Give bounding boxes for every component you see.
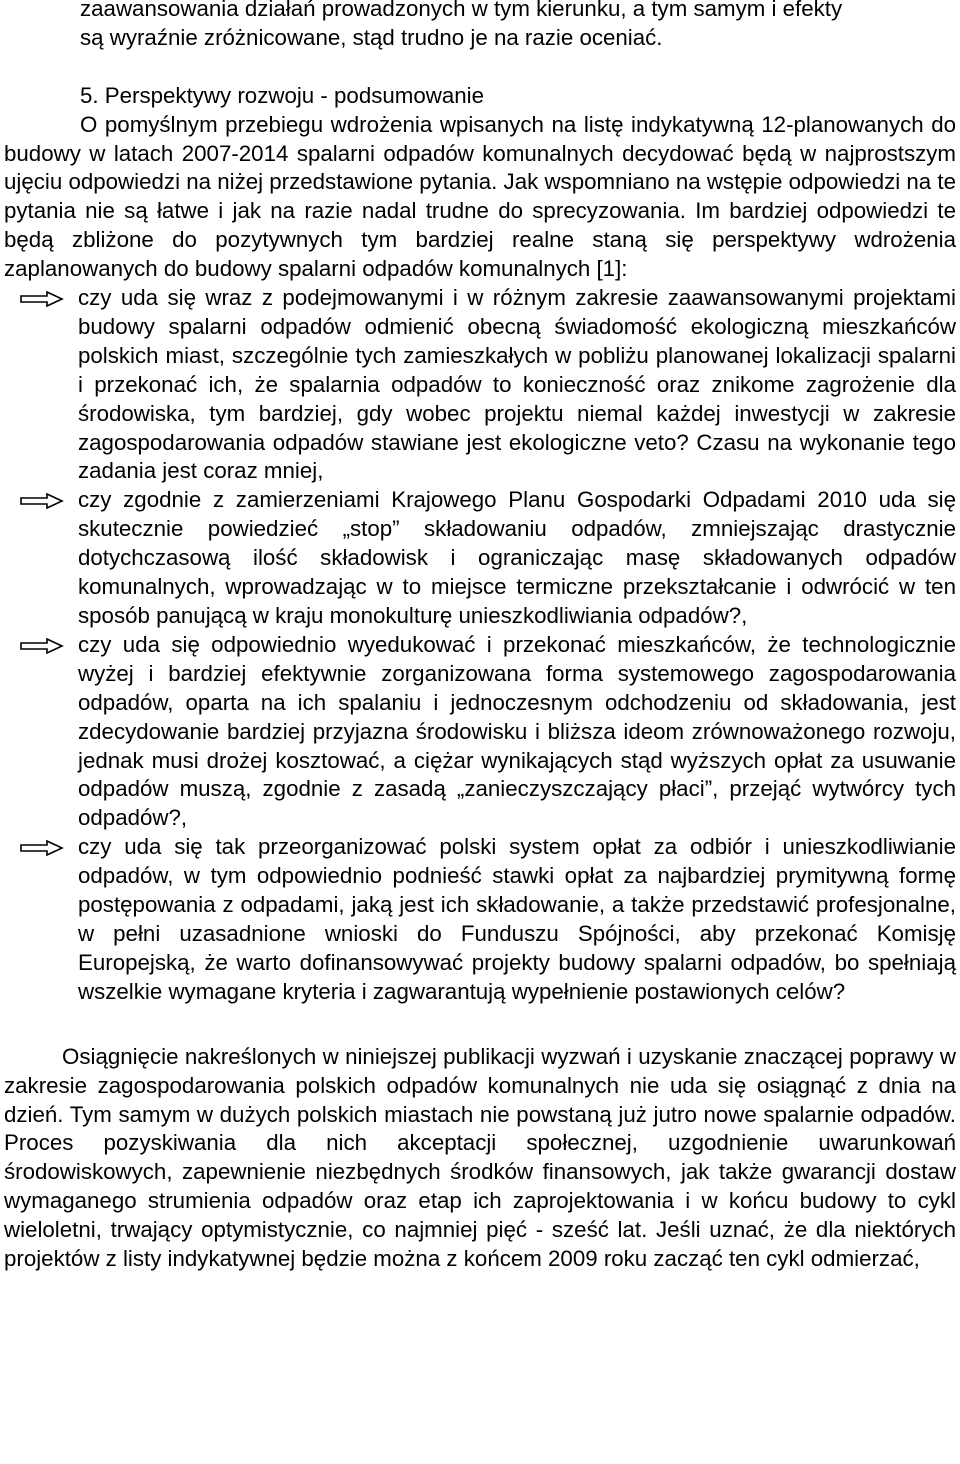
list-item — [4, 631, 956, 833]
intro-block — [4, 0, 956, 53]
bullet-list — [4, 284, 956, 1007]
hollow-arrow-right-icon — [20, 840, 64, 856]
list-item-text: czy zgodnie z zamierzeniami Krajowego Planu Gospodarki Odpadami 2010 uda się skutecznie powiedzieć „stop” składowaniu odpadów, zmniejszając drastycznie dotychczasową ilość składowisk i ograniczając masę składowanych odpadów komunalnych, wprowadzając w to miejsce termiczne przekształcanie i odwrócić w ten sposób panującą w kraju monokulturę unieszkodliwiania odpadów?, — [78, 487, 956, 629]
list-item — [4, 284, 956, 486]
list-item-text: czy uda się tak przeorganizować polski system opłat za odbiór i unieszkodliwianie odpadów, w tym odpowiednio podnieść stawki opłat za najbardziej prymitywną formę postępowania z odpadami, jaką jest ich składowanie, a także przedstawić profesjonalne, w pełni uzasadnione wnioski do Funduszu Spójności, aby przekonać Komisję Europejską, że warto dofinansowywać projekty budowy spalarni odpadów, bo spełniają wszelkie wymagane kryteria i zagwarantują wypełnienie postawionych celów? — [78, 834, 956, 1004]
list-item — [4, 833, 956, 1006]
intro-line-2: są wyraźnie zróżnicowane, stąd trudno je na razie oceniać. — [80, 24, 663, 50]
spacer — [4, 1007, 956, 1043]
spacer — [4, 53, 956, 82]
list-item-text: czy uda się wraz z podejmowanymi i w różnym zakresie zaawansowanymi projektami budowy spalarni odpadów odmienić obecną świadomość ekologiczną mieszkańców polskich miast, szczególnie tych zamieszkałych w pobliżu planowanej lokalizacji spalarni i przekonać ich, że spalarnia odpadów to konieczność oraz znikome zagrożenie dla środowiska, tym bardziej, gdy wobec projektu niemal każdej inwestycji w zakresie zagospodarowania odpadów stawiane jest ekologiczne veto? Czasu na wykonanie tego zadania jest coraz mniej, — [78, 285, 956, 484]
document-page — [4, 0, 956, 1274]
list-item — [4, 486, 956, 631]
section-heading: 5. Perspektywy rozwoju - podsumowanie — [80, 82, 485, 108]
intro-line-1: zaawansowania działań prowadzonych w tym kierunku, a tym samym i efekty — [80, 0, 843, 21]
list-item-text: czy uda się odpowiednio wyedukować i przekonać mieszkańców, że technologicznie wyżej i bardziej efektywnie zorganizowana forma systemowego zagospodarowania odpadów, oparta na ich spalaniu i jednoczesnym odchodzeniu od składowania, jest zdecydowanie bardziej przyjazna środowisku i bliższa ideom zrównoważonego rozwoju, jednak musi drożej kosztować, a ciężar wynikających stąd wyższych opłat za usuwanie odpadów muszą, zgodnie z zasadą „zanieczyszczający płaci”, przejąć wytwórcy tych odpadów?, — [78, 631, 956, 831]
section-paragraph: O pomyślnym przebiegu wdrożenia wpisanych na listę indykatywną 12-planowanych do budowy w latach 2007-2014 spalarni odpadów komunalnych decydować będą w najprostszym ujęciu odpowiedzi na niżej przedstawione pytania. Jak wspomniano na wstępie odpowiedzi na te pytania nie są łatwe i jak na razie nadal trudne do sprecyzowania. Im bardziej odpowiedzi te będą zbliżone do pozytywnych tym bardziej realne staną się perspektywy wdrożenia zaplanowanych do budowy spalarni odpadów komunalnych [1]: — [4, 111, 956, 282]
hollow-arrow-right-icon — [20, 291, 64, 307]
closing-paragraph: Osiągnięcie nakreślonych w niniejszej publikacji wyzwań i uzyskanie znaczącej poprawy w zakresie zagospodarowania polskich odpadów komunalnych nie uda się osiągnąć z dnia na dzień. Tym samym w dużych polskich miastach nie powstaną już jutro nowe spalarnie odpadów. Proces pozyskiwania dla nich akceptacji społecznej, uzgodnienie uwarunkowań środowiskowych, zapewnienie niezbędnych środków finansowych, jak także gwarancji dostaw wymaganego strumienia odpadów oraz etap ich zaprojektowania i w końcu budowy to cykl wieloletni, trwający optymistycznie, co najmniej pięć - sześć lat. Jeśli uznać, że dla niektórych projektów z listy indykatywnej będzie można z końcem 2009 roku zacząć ten cykl odmierzać, — [4, 1043, 956, 1272]
section-perspektywy — [4, 82, 956, 284]
hollow-arrow-right-icon — [20, 638, 64, 654]
hollow-arrow-right-icon — [20, 493, 64, 509]
